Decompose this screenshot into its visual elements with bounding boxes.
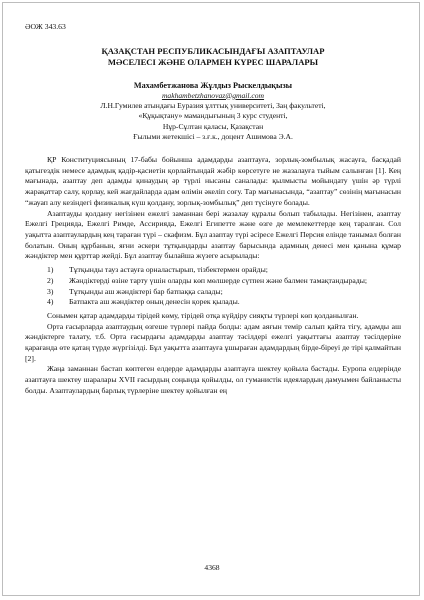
list-item (25, 287, 401, 298)
list-text: Тұтқынды тауз астауға орналастырып, тізбектермен орайды; (69, 265, 268, 275)
affiliation-line: Нұр-Сұлтан қаласы, Қазақстан (162, 121, 264, 131)
list-item (25, 276, 401, 287)
affiliation-line: Л.Н.Гумилев атындағы Еуразия ұлттық университеті, Заң факультеті, (100, 100, 326, 110)
list-number: 1) (47, 265, 54, 275)
body-paragraph: Жаңа заманнан бастап көптеген елдерде адамдарды азаптауға шектеу қойыла бастады. Еуропа елдерінде азаптауға шектеу шаралары XVII ғасырдың соңында қойылды, ол гуманистік идеялардың дамуымен байланысты болды. Азаптаулардың барлық түрлеріне шектеу қойылған ең (25, 364, 401, 395)
author-email-link[interactable]: makhambetzhanovaz@gmail.com (161, 90, 265, 100)
list-number: 2) (47, 275, 54, 285)
body-paragraph: Азаптауды қолдану негізінен ежелгі заманнан бері жазалау құралы болып табылады. Негізінен, азаптау Ежелгі Грецияда, Ежелгі Римде, Ассирияда, Ежелгі Египетте және өзге де мемлекеттерде кең таралған. Сол уақытта азаптаулардың кең тараған түрі – скафизм. Бұл азаптау түрі әсіресе Ежелгі Персия елінде танымал болған болатын. Оның құрбанын, яғни әскери тұтқындарды азаптау барысында адамның денесі мен қанына құмар жәндіктер мен құрттар жейді. Бұл азаптау былайша жүзеге асырылады: (25, 208, 401, 261)
udc-code: ӘОЖ 343.63 (25, 22, 66, 31)
affiliation (25, 101, 401, 143)
list-text: Тұтқынды аш жәндіктері бар батпаққа салады; (69, 286, 223, 296)
page-number: 4368 (204, 563, 220, 572)
article-title (25, 46, 401, 68)
body-paragraph: ҚР Конституциясының 17-бабы бойынша адамдарды азаптауға, зорлық-зомбылық жасауға, басқадай қатыгездік немесе адамдық қадір-қасиетін қорлайтындай жәбір көрсетуге не жазалауға тыйым салынған [1]. Кең мағынада, азаптау деп адамды қинаудың әр түрлі нысаны саналады: қылмысты мойындату үшін әр түрлі жарақаттар салу, қорлау, кей жағдайларда адам өлімін әкеліп соғу. Тар мағынасында, “азаптау” сөзінің мағынасын “жауап алу кезіндегі физикалық күш қолдану, зорлық-зомбылық” деп түсінуге болады. (25, 155, 401, 207)
body-paragraph: Сонымен қатар адамдарды тірідей көму, тірідей отқа күйдіру сияқты түрлері көп қолданылған. (47, 310, 359, 320)
title-line: ҚАЗАҚСТАН РЕСПУБЛИКАСЫНДАҒЫ АЗАПТАУЛАР (101, 45, 325, 56)
title-line: МӘСЕЛЕСІ ЖӘНЕ ОЛАРМЕН КҮРЕС ШАРАЛАРЫ (107, 56, 319, 67)
list-text: Батпакта аш жәндіктер оның денесін қорек қылады. (69, 297, 240, 307)
list-number: 4) (47, 297, 54, 307)
list-text: Жәндіктерді өзіне тарту үшін оларды көп мөлшерде сүтпен және балмен тамақтандырады; (69, 275, 368, 285)
list-item (25, 297, 401, 308)
list-number: 3) (47, 286, 54, 296)
supervisor-line: Ғылыми жетекшісі – з.ғ.к., доцент Ашимова Э.А. (133, 132, 293, 142)
author-name: Махамбетжанова Жұлдыз Рыскелдықызы (133, 80, 293, 90)
body-paragraph: Орта ғасырларда азаптаудың өзгеше түрлері пайда болды: адам аяғын темір салып қайта тігу, адамды аш жәндіктерге талату, т.б. Орта ғасырдағы адамдарды азаптау тәсілдері ежелгі уақыттағы азаптау тәсілдеріне қарағанда өте қатаң түрде жүргізілді. Бұл уақытта азаптауға ұшыраған адамдардың бірде-біреуі де тірі қалмайтын [2]. (25, 321, 401, 363)
document-page (25, 22, 401, 397)
list-item (25, 265, 401, 276)
affiliation-line: «Құқықтану» мамандығының 3 курс студенті, (138, 111, 288, 121)
